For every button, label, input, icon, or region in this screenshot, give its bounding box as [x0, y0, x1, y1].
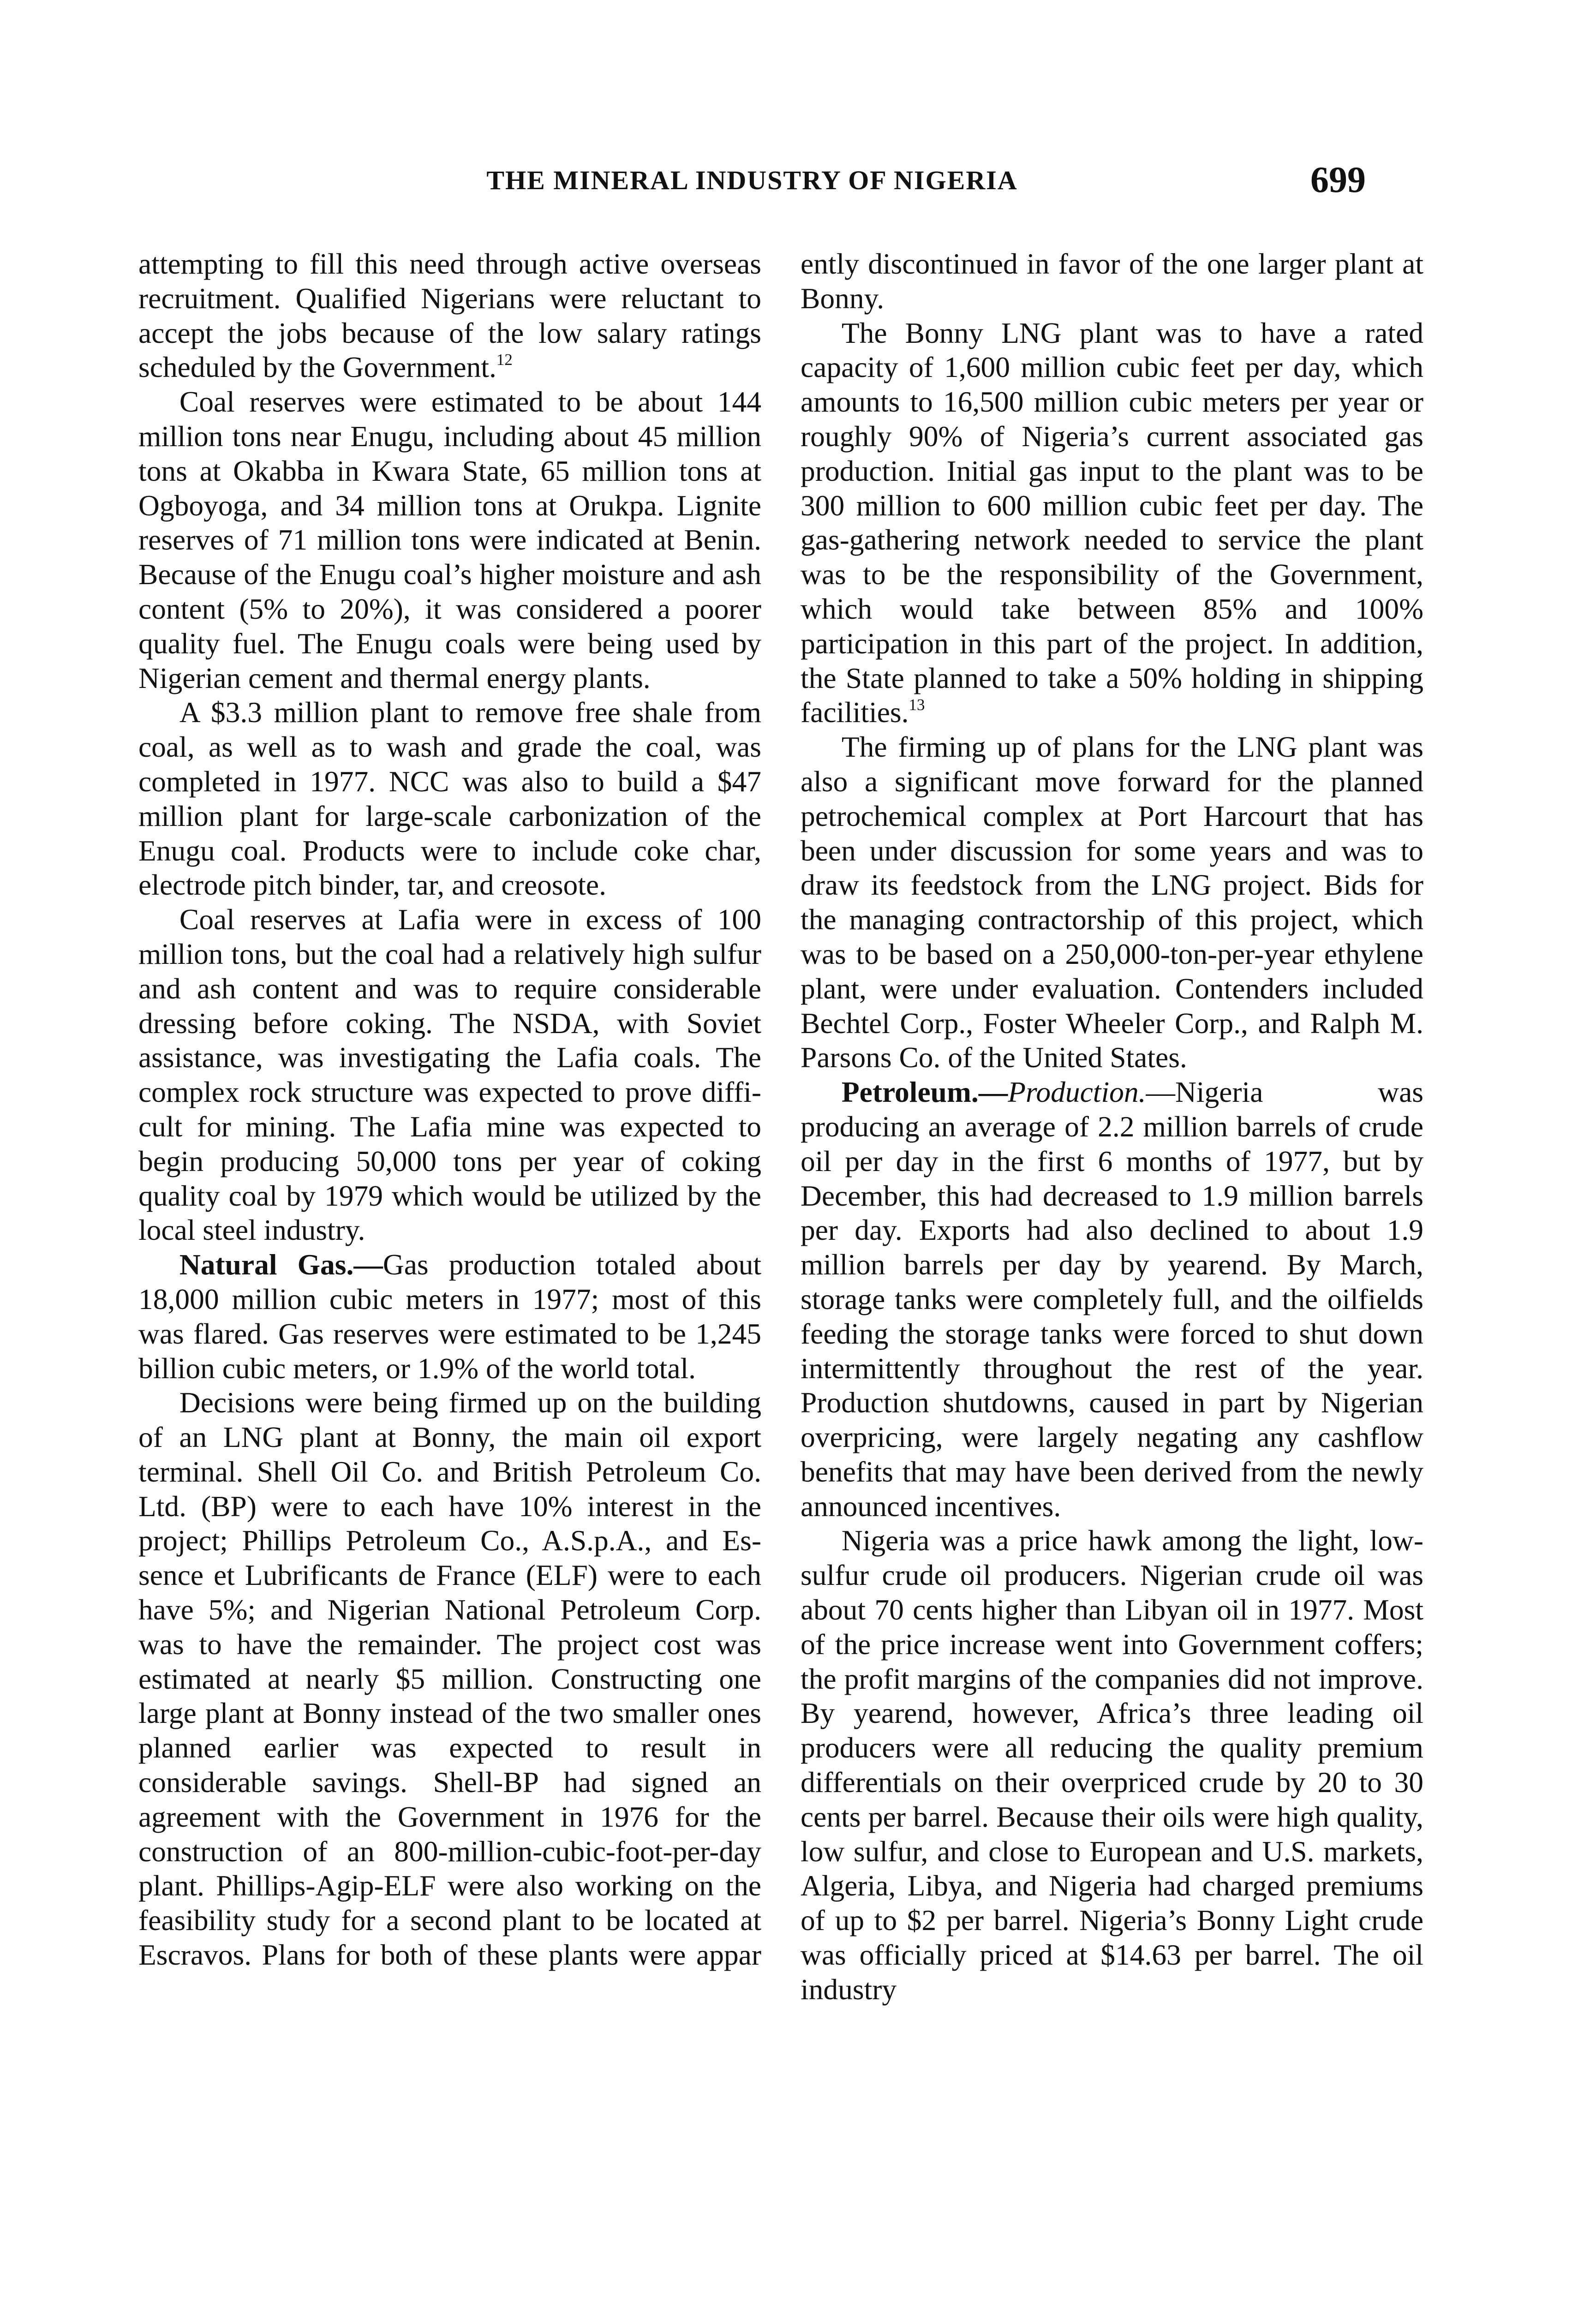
- paragraph-text: The Bonny LNG plant was to have a rated capacity of 1,600 million cubic feet per day, which amounts to 16,500 million cubic meters per year or roughly 90% of Nigeria’s current associated gas production. Initial gas input to the plant was to be 300 million to 600 million cubic feet per day. The gas-gathering network needed to service the plant was to be the responsibility of the Government, which would take between 85% and 100% participation in this part of the project. In addition, the State planned to take a 50% holding in shipping facilities.: [801, 316, 1423, 729]
- paragraph-text: —Nigeria was producing an average of 2.2 million barrels of crude oil per day in the first 6 months of 1977, but by December, this had decreased to 1.9 million barrels per day. Exports had also declined to about 1.9 million barrels per day by yearend. By March, storage tanks were completely full, and the oilfields feeding the storage tanks were forced to shut down intermittently throughout the rest of the year. Production shutdowns, caused in part by Nigerian overpricing, were largely negating any cashflow benefits that may have been derived from the newly announced incentives.: [801, 1076, 1423, 1523]
- paragraph-text: Gas production totaled about 18,000 million cubic meters in 1977; most of this was flared. Gas reserves were estimated to be 1,245 billion cubic meters, or 1.9% of the world total.: [138, 1248, 761, 1385]
- page-header: [138, 159, 1366, 210]
- footnote-ref-12: 12: [496, 351, 513, 369]
- footnote-ref-13: 13: [909, 696, 925, 714]
- paragraph-lafia-coal: Coal reserves at Lafia were in excess of 100 million tons, but the coal had a relatively high sulfur and ash content and was to require considerable dressing before coking. The NSDA, with Soviet assistance, was investigating the Lafia coals. The complex rock structure was expected to prove difficult for mining. The Lafia mine was expected to begin producing 50,000 tons per year of coking quality coal by 1979 which would be utilized by the local steel industry.: [138, 903, 761, 1247]
- subsection-heading-production: Production.: [1008, 1076, 1146, 1109]
- paragraph-bonny-plant-continued: ently discontinued in favor of the one larger plant at Bonny.: [801, 247, 1423, 315]
- paragraph-coal-plant: A $3.3 million plant to remove free shale from coal, as well as to wash and grade the coal, was completed in 1977. NCC was also to build a $47 million plant for large-scale carbonization of the Enugu coal. Products were to include coke char, electrode pitch binder, tar, and creosote.: [138, 696, 761, 902]
- page-number: 699: [1310, 160, 1366, 200]
- paragraph-lng-decisions: Decisions were being firmed up on the building of an LNG plant at Bonny, the main oil export terminal. Shell Oil Co. and British Petroleum Co. Ltd. (BP) were to each have 10% interest in the project; Phillips Petroleum Co., A.S.p.A., and Essence et Lubrificants de France (ELF) were to each have 5%; and Nigerian National Petroleum Corp. was to have the remainder. The project cost was estimated at nearly $5 million. Constructing one large plant at Bonny instead of the two smaller ones planned earlier was expected to result in considerable savings. Shell-BP had signed an agreement with the Government in 1976 for the construction of an 800-million-cubic-foot-per-day plant. Phillips-Agip-ELF were also working on the feasibility study for a second plant to be located at Escravos. Plans for both of these plants were appar: [138, 1386, 761, 1972]
- paragraph-text: attempting to fill this need through active overseas recruitment. Qualified Nigerians were reluctant to accept the jobs because of the low salary ratings scheduled by the Government.: [138, 247, 761, 384]
- paragraph-petrochemical-complex: The firming up of plans for the LNG plant was also a significant move forward for the planned petrochemical complex at Port Harcourt that has been under discussion for some years and was to draw its feedstock from the LNG project. Bids for the managing contractorship of this project, which was to be based on a 250,000-ton-per-year ethylene plant, were under evaluation. Contenders included Bechtel Corp., Foster Wheeler Corp., and Ralph M. Parsons Co. of the United States.: [801, 730, 1423, 1074]
- paragraph-bonny-lng-capacity: [801, 316, 1423, 730]
- paragraph-coal-reserves: Coal reserves were estimated to be about 144 million tons near Enugu, including about 45 million tons at Okabba in Kwara State, 65 million tons at Ogboyoga, and 34 million tons at Orukpa. Lignite reserves of 71 million tons were indicated at Benin. Because of the Enugu coal’s higher moisture and ash content (5% to 20%), it was considered a poorer quality fuel. The Enugu coals were being used by Nigerian cement and thermal energy plants.: [138, 385, 761, 694]
- left-column: [138, 247, 761, 1972]
- right-column: [801, 247, 1423, 2007]
- section-heading-petroleum: Petroleum.—: [841, 1076, 1008, 1109]
- paragraph-recruitment: [138, 247, 761, 385]
- paragraph-natural-gas: [138, 1248, 761, 1386]
- paragraph-petroleum-production: [801, 1075, 1423, 1524]
- paragraph-price-hawk: Nigeria was a price hawk among the light, low-sulfur crude oil producers. Nigerian crude oil was about 70 cents higher than Libyan oil in 1977. Most of the price increase went into Government coffers; the profit margins of the companies did not improve. By yearend, however, Africa’s three leading oil producers were all reducing the quality premium differentials on their overpriced crude by 20 to 30 cents per barrel. Because their oils were high quality, low sulfur, and close to European and U.S. markets, Algeria, Libya, and Nigeria had charged premiums of up to $2 per barrel. Nigeria’s Bonny Light crude was officially priced at $14.63 per barrel. The oil industry: [801, 1524, 1423, 2006]
- section-heading-natural-gas: Natural Gas.—: [179, 1248, 383, 1281]
- running-title: THE MINERAL INDUSTRY OF NIGERIA: [486, 165, 1018, 195]
